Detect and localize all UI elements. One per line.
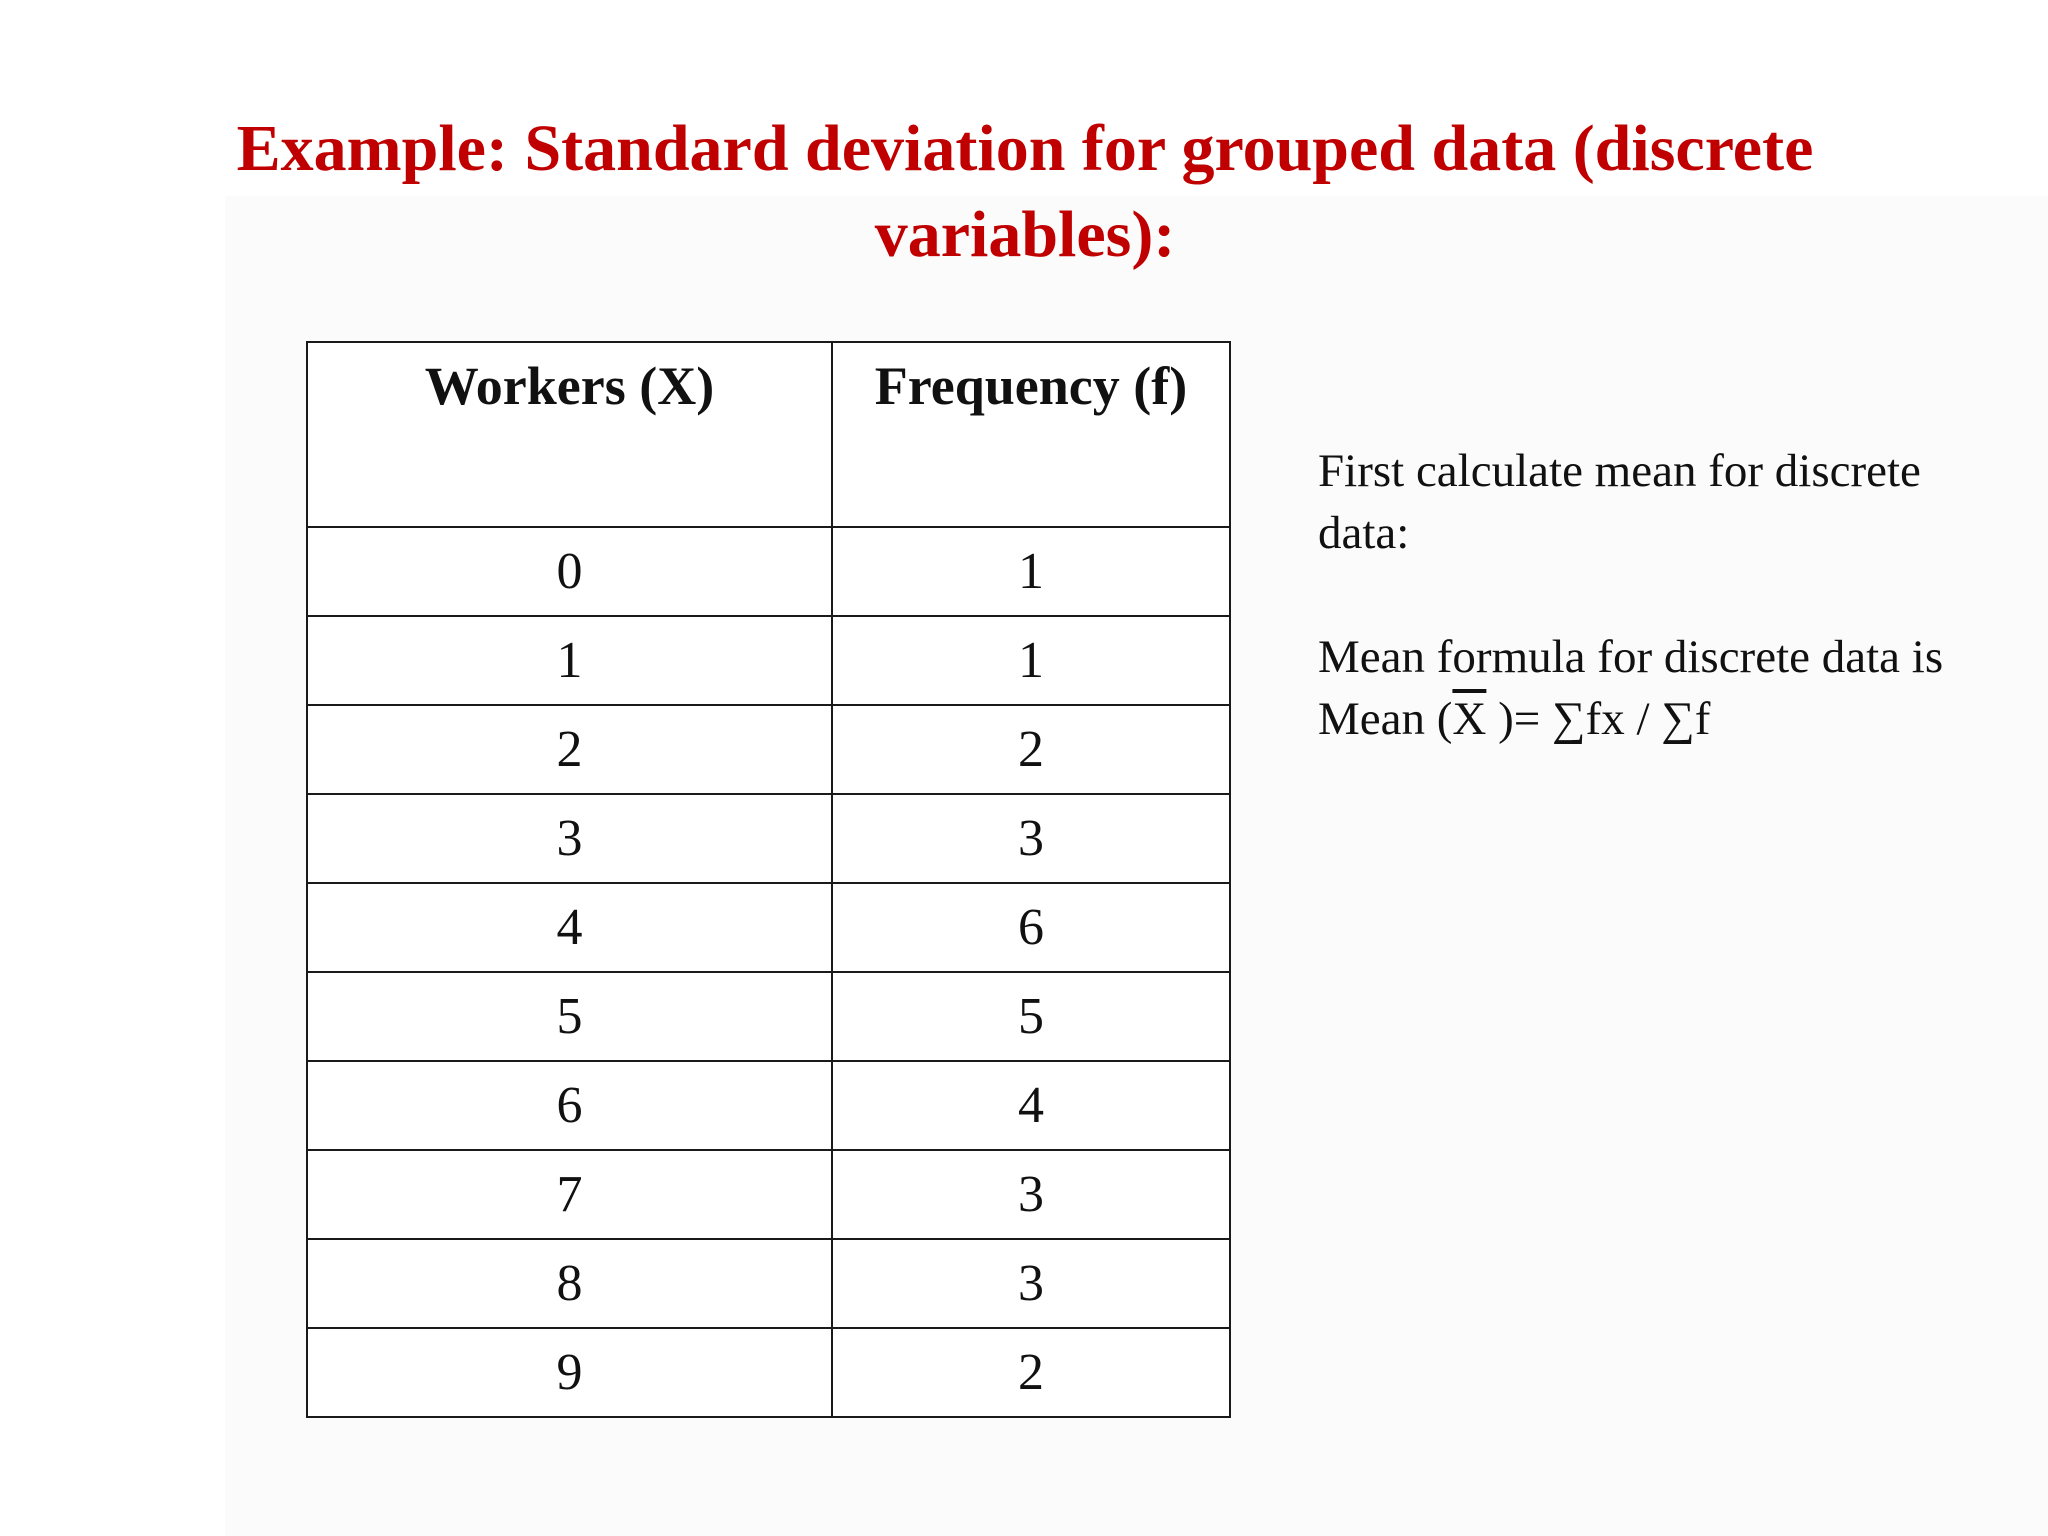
mean-formula-prefix: Mean formula for discrete data is Mean ( <box>1318 631 1944 745</box>
table-row <box>307 883 1230 972</box>
cell-workers: 1 <box>307 616 832 705</box>
cell-frequency: 2 <box>832 705 1230 794</box>
note-mean-formula <box>1318 626 2018 750</box>
cell-workers: 2 <box>307 705 832 794</box>
mean-formula-suffix: )= ∑fx / ∑f <box>1486 693 1711 745</box>
cell-workers: 5 <box>307 972 832 1061</box>
note-first-calculate: First calculate mean for discrete data: <box>1318 445 1921 559</box>
table-row <box>307 1239 1230 1328</box>
table-row <box>307 1061 1230 1150</box>
x-bar-symbol: $\overline{X}$ <box>1452 693 1487 745</box>
table-row <box>307 527 1230 616</box>
table-row <box>307 794 1230 883</box>
cell-frequency: 4 <box>832 1061 1230 1150</box>
cell-frequency: 6 <box>832 883 1230 972</box>
cell-frequency: 3 <box>832 794 1230 883</box>
table-row <box>307 1150 1230 1239</box>
table-body <box>307 527 1230 1417</box>
cell-workers: 3 <box>307 794 832 883</box>
cell-frequency: 1 <box>832 527 1230 616</box>
table-row <box>307 972 1230 1061</box>
cell-workers: 9 <box>307 1328 832 1417</box>
table-row <box>307 1328 1230 1417</box>
header-frequency: Frequency (f) <box>832 342 1230 527</box>
header-workers: Workers (X) <box>307 342 832 527</box>
cell-frequency: 2 <box>832 1328 1230 1417</box>
table-header-row <box>307 342 1230 527</box>
cell-frequency: 1 <box>832 616 1230 705</box>
table-row <box>307 705 1230 794</box>
frequency-table <box>306 341 1231 1418</box>
cell-frequency: 5 <box>832 972 1230 1061</box>
cell-workers: 6 <box>307 1061 832 1150</box>
cell-workers: 7 <box>307 1150 832 1239</box>
table-row <box>307 616 1230 705</box>
explanation-text <box>1318 440 2018 812</box>
slide-title: Example: Standard deviation for grouped data (discrete variables): <box>236 112 1814 271</box>
cell-workers: 4 <box>307 883 832 972</box>
cell-frequency: 3 <box>832 1150 1230 1239</box>
cell-workers: 0 <box>307 527 832 616</box>
cell-workers: 8 <box>307 1239 832 1328</box>
cell-frequency: 3 <box>832 1239 1230 1328</box>
